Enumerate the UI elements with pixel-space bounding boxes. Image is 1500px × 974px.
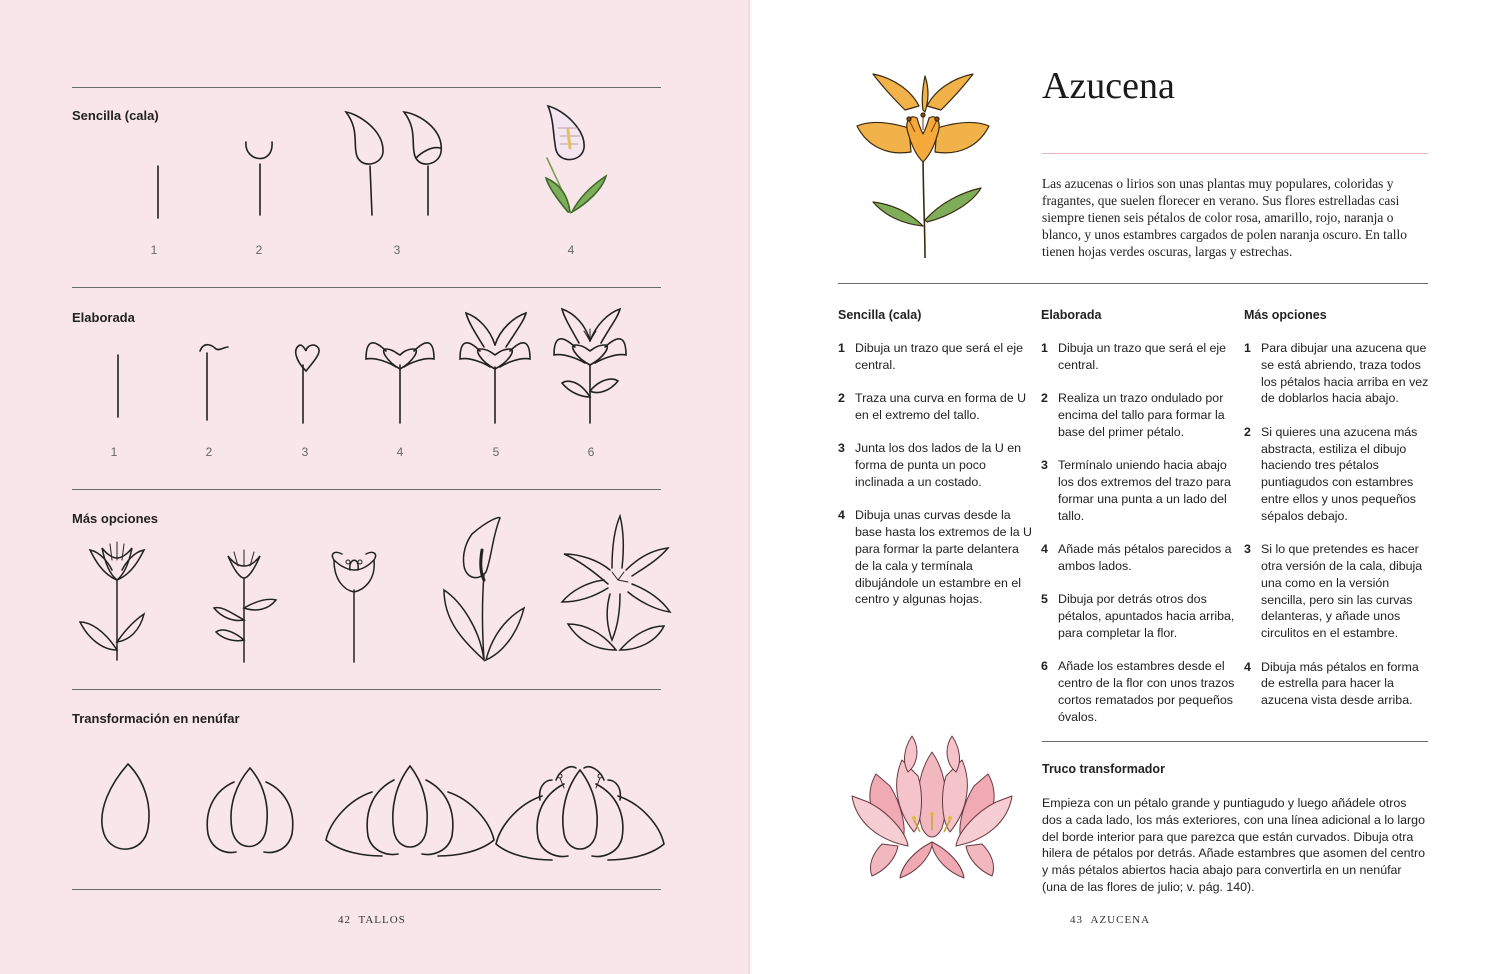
step-number: 1 [150, 243, 158, 257]
divider-line [72, 287, 661, 288]
more-options-drawings [72, 510, 672, 670]
column-sencilla [838, 308, 1034, 625]
intro-paragraph: Las azucenas o lirios son unas plantas muy populares, coloridas y fragantes, que suelen florecer en verano. Sus flores estrelladas casi siempre tienen seis pétalos de color rosa, amarillo, rojo, naranja o blanco, y unos estambres cargados de polen naranja oscuro. En tallo tienen hojas verdes oscuras, largas y estrechas. [1042, 176, 1407, 259]
lily-step-2-wave [200, 345, 228, 420]
divider-line [72, 889, 661, 890]
page-number: 43 [1070, 914, 1083, 926]
step-number: 6 [587, 445, 595, 459]
instruction-step: 6 Añade los estambres desde el centro de la flor con unos trazos cortos rematados por pequeños óvalos. [1041, 659, 1235, 724]
column-heading: Más opciones [1244, 308, 1327, 322]
step-number: 2 [255, 243, 263, 257]
lily-step-drawings [100, 305, 640, 430]
lily-step-6-flower [554, 309, 626, 423]
step-number: 3 [393, 243, 401, 257]
instruction-step: 4 Dibuja más pétalos en forma de estrella para hacer la azucena vista desde arriba. [1244, 659, 1419, 708]
waterlily-step-drawings [90, 760, 670, 870]
page-number: 42 [338, 914, 351, 926]
column-heading: Elaborada [1041, 308, 1102, 322]
calla-step-2-u [246, 142, 272, 215]
page-title: Azucena [1042, 65, 1175, 107]
page-footer-left [338, 914, 406, 926]
lily-step-4-petals [366, 343, 434, 423]
orange-lily-illustration [845, 70, 995, 260]
column-elaborada [1041, 308, 1237, 742]
instruction-step: 3 Junta los dos lados de la U en forma de punta un poco inclinada a un costado. [838, 441, 1022, 489]
footer-section: AZUCENA [1090, 914, 1151, 926]
opening-lily-drawing [80, 542, 144, 660]
step-number: 4 [567, 243, 575, 257]
footer-section: TALLOS [358, 914, 406, 926]
calla-step-4-colored [546, 106, 606, 212]
calla-large-drawing [444, 518, 524, 660]
waterlily-step-2 [207, 768, 293, 852]
calla-step-3-second [404, 112, 441, 215]
divider-line [72, 87, 661, 88]
truco-heading: Truco transformador [1042, 762, 1165, 776]
step-number: 5 [492, 445, 500, 459]
instruction-step: 2 Realiza un trazo ondulado por encima del tallo para formar la base del primer pétalo. [1041, 391, 1225, 439]
instruction-step: 5 Dibuja por detrás otros dos pétalos, apuntados hacia arriba, para completar la flor. [1041, 592, 1235, 640]
section-label-nenufar: Transformación en nenúfar [72, 711, 240, 726]
column-heading: Sencilla (cala) [838, 308, 922, 322]
calla-circles-drawing [332, 552, 375, 662]
instruction-step: 1 Dibuja un trazo que será el eje central. [1041, 341, 1227, 372]
divider-line [1042, 741, 1428, 742]
step-number: 4 [396, 445, 404, 459]
title-underline [1042, 153, 1428, 154]
section-label-elaborada: Elaborada [72, 310, 135, 325]
divider-line [838, 283, 1428, 284]
step-number: 2 [205, 445, 213, 459]
instruction-step: 2 Si quieres una azucena más abstracta, estiliza el dibujo haciendo tres pétalos puntiagudos con estambres entre ellos y unos pequeños sépalos debajo. [1244, 424, 1418, 523]
calla-step-3-first [346, 112, 383, 215]
calla-step-drawings [140, 100, 620, 230]
column-mas-opciones [1244, 308, 1430, 726]
section-label-mas-opciones: Más opciones [72, 511, 158, 526]
instruction-step: 4 Dibuja unas curvas desde la base hasta los extremos de la U para formar la parte delantera de la cala y termínala dibujándole un estambre en el centro y algunas hojas. [838, 508, 1033, 607]
starlily-top-drawing [562, 516, 670, 650]
section-label-sencilla: Sencilla (cala) [72, 108, 159, 123]
divider-line [72, 489, 661, 490]
instruction-step: 1 Para dibujar una azucena que se está abriendo, traza todos los pétalos hacia arriba en vez de doblarlos hacia abajo. [1244, 341, 1429, 406]
step-number: 3 [301, 445, 309, 459]
waterlily-step-4 [496, 767, 664, 860]
page-footer-right [1070, 914, 1150, 926]
instruction-step: 3 Termínalo uniendo hacia abajo los dos extremos del trazo para formar una punta a un lado del tallo. [1041, 458, 1231, 523]
book-spine [748, 0, 754, 974]
step-number: 1 [110, 445, 118, 459]
instruction-step: 2 Traza una curva en forma de U en el extremo del tallo. [838, 391, 1027, 422]
instruction-step: 1 Dibuja un trazo que será el eje central. [838, 341, 1024, 372]
truco-paragraph: Empieza con un pétalo grande y puntiagudo y luego añádele otros dos a cada lado, los más exteriores, con una línea adicional a lo largo del borde interior para que parezca que están curvados. Dibuja otra hilera de pétalos por detrás. Añade estambres que asomen del centro y más pétalos abiertos hacia abajo para convertirla en un nenúfar (una de las flores de julio; v. pág. 140). [1042, 796, 1425, 894]
abstract-lily-drawing [214, 550, 276, 662]
lily-step-3-petal [296, 345, 319, 423]
waterlily-step-3 [326, 766, 494, 856]
waterlily-step-1 [102, 764, 149, 849]
pink-waterlily-illustration [842, 732, 1022, 882]
divider-line [72, 689, 661, 690]
lily-step-5-flower [460, 313, 530, 423]
instruction-step: 4 Añade más pétalos parecidos a ambos lados. [1041, 541, 1232, 573]
instruction-step: 3 Si lo que pretendes es hacer otra versión de la cala, dibuja una como en la versión sencilla, pero sin las curvas delanteras, y añade unos circulitos en el estambre. [1244, 542, 1423, 641]
